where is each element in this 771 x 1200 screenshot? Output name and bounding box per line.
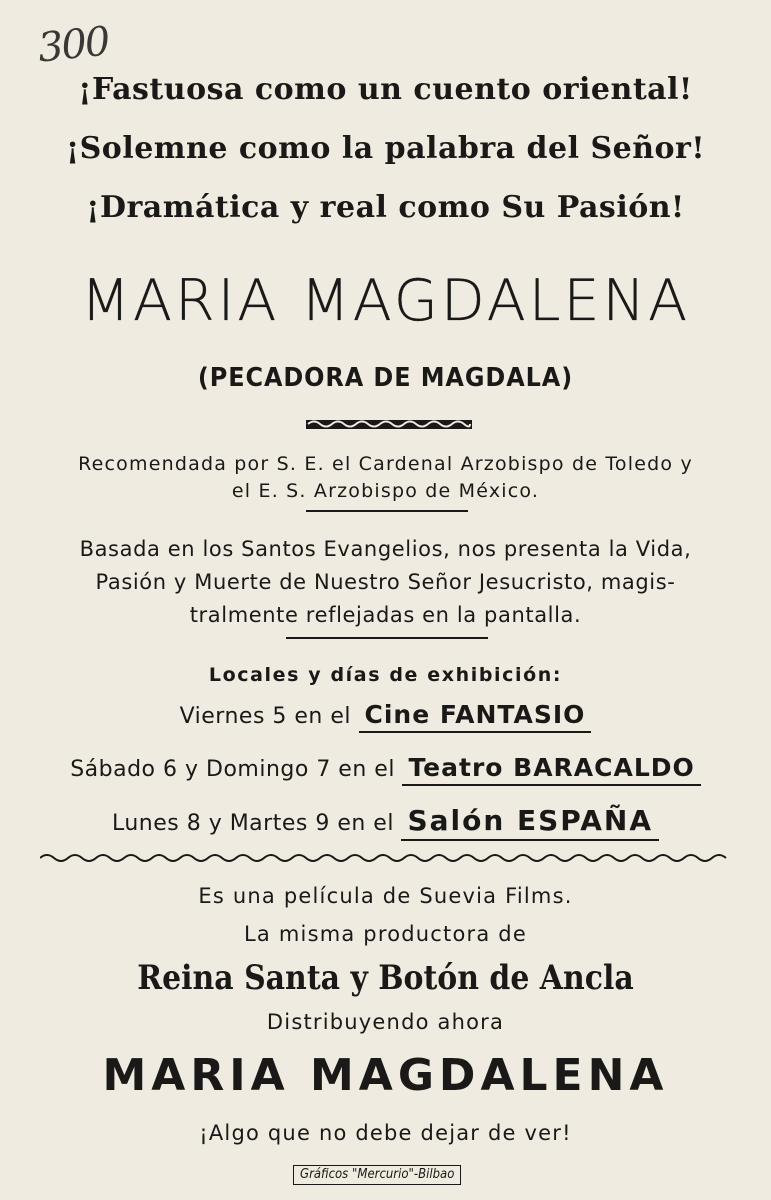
screening-2 (0, 753, 771, 786)
description-line-2: Pasión y Muerte de Nuestro Señor Jesucristo, magis- (95, 570, 676, 594)
divider-rule (306, 510, 468, 512)
recommendation-line-1: Recomendada por S. E. el Cardenal Arzobispo de Toledo y (78, 453, 693, 475)
slogan-1: ¡Fastuosa como un cuento oriental! (78, 72, 693, 107)
producer-line: Es una película de Suevia Films. (198, 884, 573, 908)
screening-days: Viernes 5 en el (179, 704, 352, 729)
locales-heading: Locales y días de exhibición: (208, 664, 563, 686)
venue-name: Salón ESPAÑA (401, 804, 659, 841)
description-line-3: tralmente reflejadas en la pantalla. (189, 603, 582, 627)
film-subtitle: (PECADORA DE MAGDALA) (197, 363, 574, 393)
venue-name: Cine FANTASIO (359, 700, 592, 733)
film-title: MARIA MAGDALENA (80, 268, 691, 334)
distributing-line: Distribuyendo ahora (266, 1010, 505, 1034)
venue-name: Teatro BARACALDO (402, 753, 700, 786)
ornament-divider (306, 415, 472, 433)
other-films: Reina Santa y Botón de Ancla (137, 958, 634, 998)
screening-days: Lunes 8 y Martes 9 en el (111, 811, 394, 836)
printer-credit: Gráficos "Mercurio"-Bilbao (293, 1165, 461, 1185)
screening-days: Sábado 6 y Domingo 7 en el (70, 757, 395, 782)
film-title-repeat: MARIA MAGDALENA (102, 1050, 669, 1101)
tagline: ¡Algo que no debe dejar de ver! (199, 1121, 572, 1145)
divider-rule (286, 637, 488, 639)
slogan-2: ¡Solemne como la palabra del Señor! (65, 131, 706, 166)
handwritten-number: 300 (35, 18, 111, 72)
wavy-divider (40, 851, 732, 865)
screening-1 (0, 700, 771, 733)
recommendation-line-2: el E. S. Arzobispo de México. (231, 480, 540, 502)
screening-3 (0, 804, 771, 841)
same-producer-line: La misma productora de (244, 922, 527, 946)
slogan-3: ¡Dramática y real como Su Pasión! (86, 190, 685, 225)
description-line-1: Basada en los Santos Evangelios, nos presenta la Vida, (79, 537, 692, 561)
